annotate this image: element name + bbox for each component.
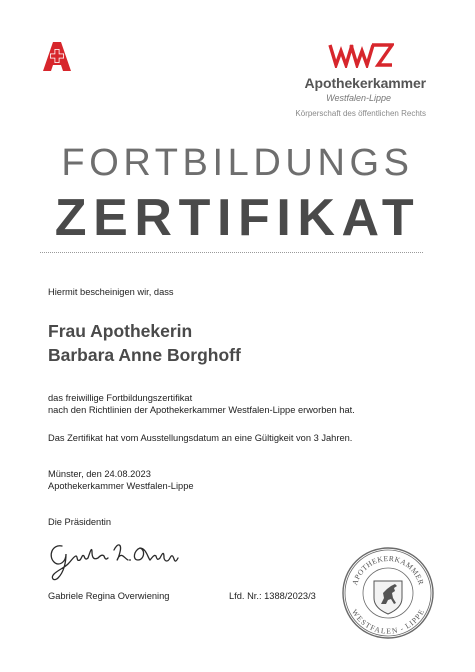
intro-text: Hiermit bescheinigen wir, dass — [48, 287, 174, 297]
kammer-legal-status: Körperschaft des öffentlichen Rechts — [295, 109, 426, 118]
signature-image — [44, 532, 184, 582]
title-line-1: FORTBILDUNGS — [61, 142, 414, 184]
recipient-title: Frau Apothekerin — [48, 321, 193, 341]
title-line-2: ZERTIFIKAT — [54, 189, 421, 247]
validity-text: Das Zertifikat hat vom Ausstellungsdatum an eine Gültigkeit von 3 Jahren. — [48, 433, 353, 443]
recipient-name: Barbara Anne Borghoff — [48, 345, 241, 365]
issuer: Apothekerkammer Westfalen-Lippe — [48, 481, 194, 491]
divider — [40, 252, 423, 253]
signer-role: Die Präsidentin — [48, 517, 112, 527]
kammer-region: Westfalen-Lippe — [326, 93, 391, 103]
seal-stamp — [341, 546, 435, 640]
pharmacy-a-icon — [42, 40, 72, 72]
kammer-name: Apothekerkammer — [304, 75, 426, 91]
place-date: Münster, den 24.08.2023 — [48, 469, 151, 479]
certificate-text-1: das freiwillige Fortbildungszertifikat — [48, 393, 193, 403]
certificate-text-2: nach den Richtlinien der Apothekerkammer Westfalen-Lippe erworben hat. — [48, 405, 355, 415]
awl-wordmark-icon — [328, 42, 394, 68]
signer-name: Gabriele Regina Overwiening — [48, 591, 170, 601]
seal-bottom-text: WESTFALEN - LIPPE — [349, 607, 427, 636]
reference-number: Lfd. Nr.: 1388/2023/3 — [229, 591, 316, 601]
seal-top-text: APOTHEKERKAMMER — [350, 553, 426, 587]
